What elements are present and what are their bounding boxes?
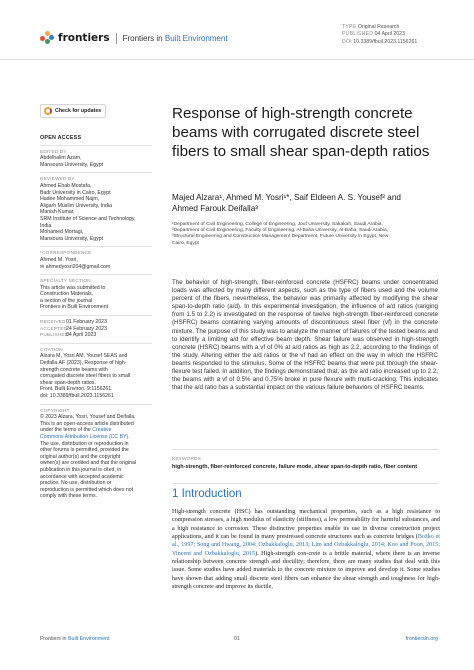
check-for-updates-button[interactable]: Check for updates	[40, 104, 106, 118]
journal-title: Frontiers in Built Environment	[122, 33, 228, 43]
published-date: PUBLISHED 04 April 2023	[40, 332, 97, 339]
abstract-text: The behavior of high-strength, fiber-reinforced concrete (HSFRC) beams under concentrated loads was affected by many different aspects, such as the type of fibers used and the volume percent of the fibers, nevertheless, the behavior was primarily affected by modifying the shear span-to-depth ratio (a/d). In this experimental investigation, the influence of a/d ratios (ranging from 1.5 to 2.2) is investigated on the response of twelve high-strength fiber-reinforced concrete (HSFRC) beams containing varying amounts of discontinuous steel fiber (vf) in the concrete mixture. The purpose of this study was to analyze the manner of failures of the tested beams and to identify a limiting a/d for effective beam depth. Shear failure was observed in high-strength concrete (HSRC) beams with a vf of 0% at a/d ratios as high as 2.2, according to the findings of the study. Altering either the a/d ratios or the vf had an effect on the way in which the HSFRC beams responded to the stimulus. Some of the HSFRC beams that were put through the shear-flexure test failed. In addition, the findings demonstrated that, as the a/d ratio increased up to 2.2, the beams with a vf of 0.5% and 0.75% broke in pure flexure with multi-cracking. This indicates that the a/d ratio has a substantial impact on the various failure behaviors of HSFRC beams.	[172, 279, 438, 392]
introduction-paragraph: High-strength concrete (HSC) has outstanding mechanical properties, such as a high resistance to compression stresses, a high modulus of elasticity (stiffness), a low permeability for harmful substances, and a high resistance to corrosion. These distinctive properties enable its use in diverse construction project applications, and it can be found in many prestressed concrete structures such as concrete bridges (Bożko et al., 1997; Song and Hwang, 2004; Ozbakkaloglu, 2013; Lim and Ozbakkaloglu, 2014; Koo and Poon, 2015; Vincent and Ozbakkaloglu, 2015). High-strength con-crete is a brittle material, where there is an inverse relationship between concrete strength and ductility; therefore, there are many studies that deal with this issue. Some studies have added materials to the concrete mixture to improve and develop it. Some studies have shown that adding small discrete steel fibers can enhance the shear strength and toughness for high-strength concrete and improve its ductile,	[172, 509, 441, 591]
correspondence-section: *CORRESPONDENCE Ahmed M. Yosri, ✉ ahmedyosri204@gmail.com	[40, 250, 152, 270]
divider	[40, 274, 152, 275]
divider	[40, 404, 152, 405]
open-access-label: OPEN ACCESS	[40, 135, 82, 141]
article-sidebar	[40, 104, 152, 504]
page-header	[0, 0, 474, 60]
accepted-date: ACCEPTED 24 February 2023	[40, 325, 107, 332]
keywords-section	[172, 449, 438, 471]
keywords-text: high-strength, fiber-reinforced concrete, failure mode, shear span-to-depth ratio, fiber content	[172, 464, 418, 470]
page-footer	[40, 636, 438, 646]
divider	[40, 145, 152, 146]
received-date: RECEIVED 01 February 2023	[40, 319, 107, 326]
reviewed-by-section: REVIEWED BY Ahmed Ehab Mostafa, Badr University in Cairo, Egypt Hadee Mohammed Najm, Aligarh Muslim University, India Manish Kumar, SRM Institute of Science and Technology, India Mohamed Mortagi, Mansoura University, Egypt	[40, 176, 136, 242]
cc-license-link[interactable]: Creative	[92, 427, 112, 434]
divider	[40, 315, 152, 316]
footer-journal: Frontiers in Built Environment	[40, 636, 110, 642]
section-heading-introduction: 1 Introduction	[172, 488, 242, 500]
article-title: Response of high-strength concrete beams with corrugated discrete steel fibers to small shear span-depth ratios	[172, 105, 430, 160]
authors-line[interactable]: Majed Alzara¹, Ahmed M. Yosri¹*, Saif Eldeen A. S. Yousef² and	[172, 193, 401, 202]
edited-by-section: EDITED BY Abdelhalim Azam, Mansoura University, Egypt	[40, 148, 104, 168]
page-number: 01	[234, 636, 240, 642]
article-authors	[172, 192, 440, 214]
affiliations: ¹Department of Civil Engineering, College of Engineering, Jouf University, Sakakah, Saudi Arabia, ²Department of Civil Engineering, Faculty of Engineering, Al-Baha University, Al-Baha, Saudi Arabia, ³Structural Engineering and Construction Management Department, Future University in Egypt, New Cairo, Egypt	[172, 222, 389, 246]
divider	[40, 343, 152, 344]
article-meta	[342, 24, 417, 46]
specialty-section: SPECIALTY SECTION This article was submitted to Construction Materials, a section of the journal Frontiers in Built Environment	[40, 278, 109, 311]
divider	[40, 246, 152, 247]
citation-links[interactable]: Bożko et al., 1997; Song and Hwang, 2004; Ozbakkaloglu, 2013; Lim and Ozbakkaloglu, 2014; Koo and Poon, 2015; Vincent and Ozbakkaloglu, 2015	[172, 534, 440, 557]
divider	[40, 172, 152, 173]
logo-divider	[116, 33, 117, 44]
article-published: PUBLISHED 04 April 2023	[342, 31, 405, 38]
logo-wordmark: frontiers	[58, 32, 110, 44]
frontiers-logo-icon	[40, 31, 54, 45]
update-check-icon	[44, 107, 52, 115]
dates-section	[40, 319, 152, 339]
footer-site-link[interactable]: frontiersin.org	[405, 636, 438, 642]
citation-section: CITATION Alzara M, Yosri AM, Yousef SEAS and Deifalla AF (2023), Response of high- strength concrete beams with corrugated discrete steel fibers to small shear span-depth ratios. Front. Built Environ. 9:1156261. doi: 10.3389/fbuil.2023.1156261	[40, 346, 131, 399]
correspondence-email-link[interactable]: ✉ ahmedyosri204@gmail.com	[40, 263, 111, 270]
article-doi[interactable]: DOI 10.3389/fbuil.2023.1156261	[342, 38, 418, 45]
copyright-section: COPYRIGHT © 2023 Alzara, Yosri, Yousef and Deifalla. This is an open-access article distributed under the terms of the Creative Commons Attribution License (CC BY). The use, distribution or reproduction in other forums is permitted, provided the original author(s) and the copyright owner(s) are credited and that the original publication in this journal is cited, in accordance with accepted academic practice. No use, distribution or reproduction is permitted which does not comply with these terms.	[40, 408, 152, 500]
frontiers-logo[interactable]	[40, 31, 228, 45]
divider	[172, 483, 438, 484]
article-type: TYPE Original Research	[342, 24, 400, 30]
cc-license-link-cont[interactable]: Commons Attribution License (CC BY).	[40, 433, 130, 440]
keywords-label: KEYWORDS	[172, 456, 201, 461]
authors-line[interactable]: Ahmed Farouk Deifalla³	[172, 204, 259, 214]
